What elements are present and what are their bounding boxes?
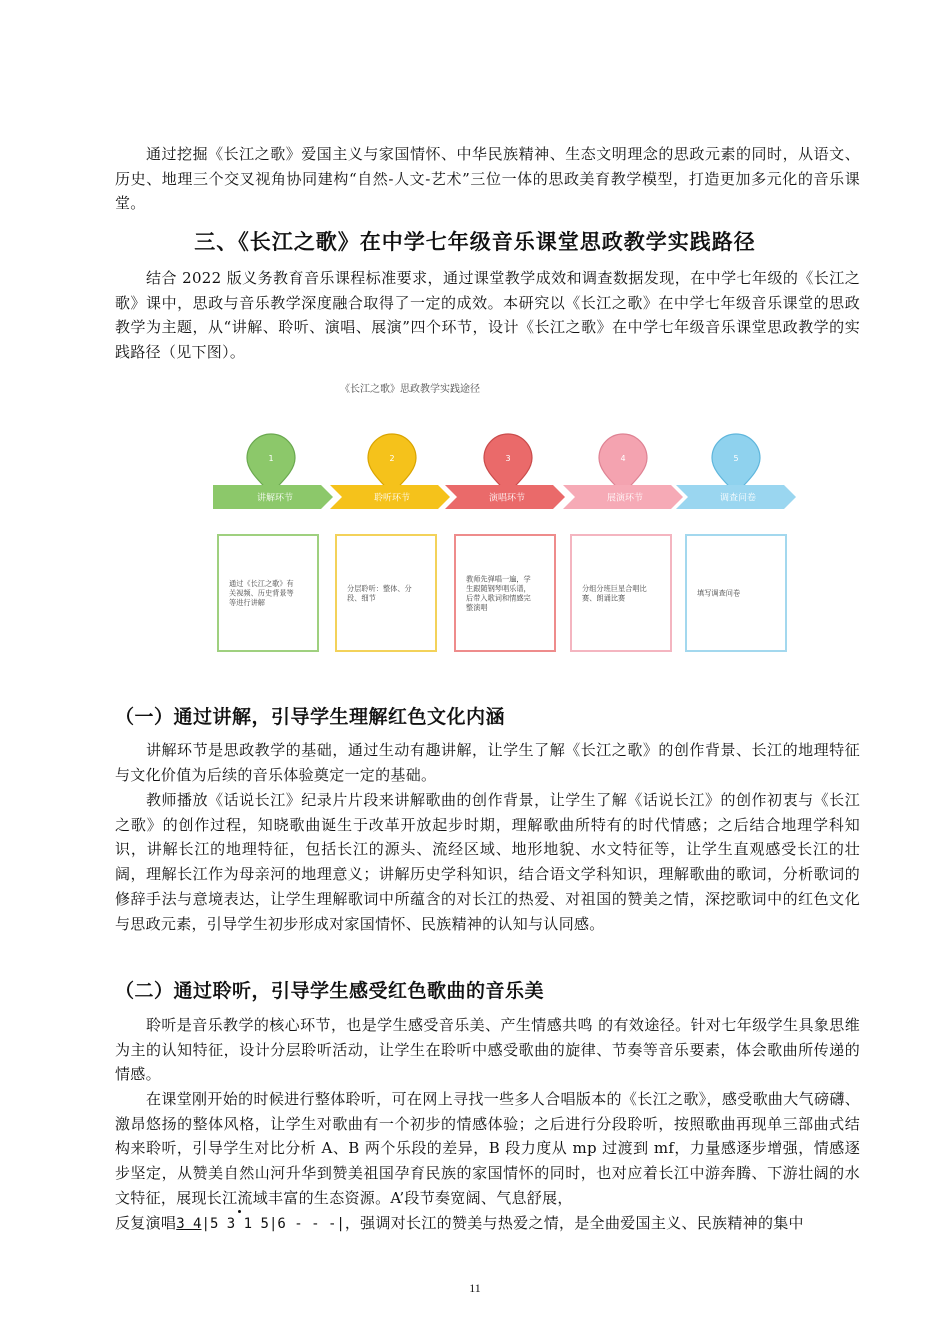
diagram-title: 《长江之歌》思政教学实践途径 [340,384,480,395]
step-4-label: 展演环节 [606,493,644,504]
step-2-number: 2 [389,454,395,463]
step-1-number: 1 [268,454,274,463]
subsection-2-para-2-last-line [115,1211,860,1237]
notation-measure-1: 3 4 [176,1216,202,1232]
step-4-number: 4 [620,454,626,463]
step-5-number: 5 [733,454,739,463]
step-4-desc: 分组分班巨星合唱比赛、朗诵比赛 [582,583,647,603]
subsection-1-heading: （一）通过讲解，引导学生理解红色文化内涵 [115,706,506,728]
diagram-canvas [200,378,800,668]
subsection-2-para-1: 聆听是音乐教学的核心环节，也是学生感受音乐美、产生情感共鸣 的有效途径。针对七年级学生具象思维为主的认知特征，设计分层聆听活动，让学生在聆听中感受歌曲的旋律、节奏等音乐要素，体会歌曲所传递的情感。 [115,1016,860,1084]
step-5-desc: 填写调查问卷 [697,588,741,598]
notation-measure-2: 5 3 1 5 [210,1212,269,1237]
step-2-desc: 分层聆听：整体、分段、细节 [347,583,412,603]
notation-measure-3: 6 - - - [277,1216,337,1232]
subsection-1-para-1: 讲解环节是思政教学的基础，通过生动有趣讲解，让学生了解《长江之歌》的创作背景、长江的地理特征与文化价值为后续的音乐体验奠定一定的基础。 [115,741,860,784]
jianpu-notation: 3 4|5 3 1 5|6 - - -| [176,1212,345,1237]
section-heading: 三、《长江之歌》在中学七年级音乐课堂思政教学实践路径 [194,230,756,254]
subsection-2-heading: （二）通过聆听，引导学生感受红色歌曲的音乐美 [115,980,545,1002]
step-2-label: 聆听环节 [373,493,411,504]
notation-tail-text: ，强调对长江的赞美与热爱之情，是全曲爱国主义、民族精神的集中 [344,1214,804,1232]
practice-path-diagram [200,378,800,668]
step-5-label: 调查问卷 [719,493,757,504]
section-paragraph: 结合 2022 版义务教育音乐课程标准要求，通过课堂教学成效和调查数据发现，在中学七年级的《长江之歌》课中，思政与音乐教学深度融合取得了一定的成效。本研究以《长江之歌》在中学七年级音乐课堂的思政教学为主题，从“讲解、聆听、演唱、展演”四个环节，设计《长江之歌》在中学七年级音乐课堂思政教学的实践路径（见下图）。 [115,269,860,362]
step-1-desc: 通过《长江之歌》有关视频、历史背景等等进行讲解 [229,579,294,607]
step-1-label: 讲解环节 [256,493,294,504]
step-3-number: 3 [505,454,511,463]
subsection-2-para-2: 在课堂刚开始的时候进行整体聆听，可在网上寻找一些多人合唱版本的《长江之歌》，感受歌曲大气磅礴、激昂悠扬的整体风格，让学生对歌曲有一个初步的情感体验；之后进行分段聆听，按照歌曲再现单三部曲式结构来聆听，引导学生对比分析 A、B 两个乐段的差异，B 段力度从 mp 过渡到 mf，力量感逐步增强，情感逐步坚定，从赞美自然山河升华到赞美祖国孕育民族的家国情怀的同时，也对应着长江中游奔腾、下游壮阔的水文特征，展现长江流域丰富的生态资源。A’段节奏宽阔、气息舒展， [115,1090,860,1207]
step-3-desc: 教师先弹唱一遍，学生跟随钢琴唱乐谱，后带入歌词和情感完整演唱 [466,574,531,612]
notation-lead-text: 反复演唱 [115,1214,177,1232]
intro-paragraph: 通过挖掘《长江之歌》爱国主义与家国情怀、中华民族精神、生态文明理念的思政元素的同时，从语文、历史、地理三个交叉视角协同建构“自然-人文-艺术”三位一体的思政美育教学模型，打造更加多元化的音乐课堂。 [115,145,860,213]
subsection-1-para-2: 教师播放《话说长江》纪录片片段来讲解歌曲的创作背景，让学生了解《话说长江》的创作初衷与《长江之歌》的创作过程，知晓歌曲诞生于改革开放起步时期，理解歌曲所特有的时代情感；之后结合地理学科知识，讲解长江的地理特征，包括长江的源头、流经区域、地形地貌、水文特征等，让学生直观感受长江的壮阔，理解长江作为母亲河的地理意义；讲解历史学科知识，结合语文学科知识，理解歌曲的歌词，分析歌词的修辞手法与意境表达，让学生理解歌词中所蕴含的对长江的热爱、对祖国的赞美之情，深挖歌词中的红色文化与思政元素，引导学生初步形成对家国情怀、民族精神的认知与认同感。 [115,791,860,933]
step-3-label: 演唱环节 [488,493,526,504]
page-number: 11 [469,1281,481,1295]
